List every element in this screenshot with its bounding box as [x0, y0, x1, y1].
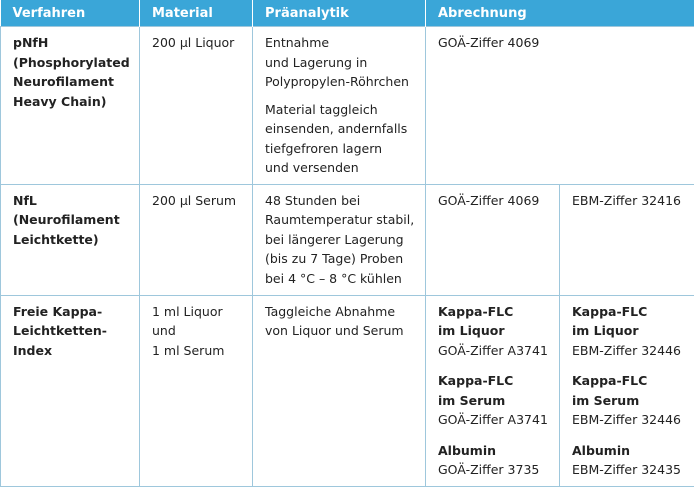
verfahren-line: Heavy Chain) — [13, 93, 107, 109]
verfahren-line: NfL — [13, 192, 37, 208]
table-row-kappa — [1, 295, 694, 486]
praeanalytik-line: Polypropylen-Röhrchen — [265, 74, 409, 89]
entry-code: GOÄ-Ziffer A3741 — [438, 412, 548, 427]
cell-abrechnung — [426, 27, 694, 185]
goae-entry-albumin — [438, 441, 553, 480]
cell-verfahren — [1, 27, 140, 185]
entry-code: EBM-Ziffer 32446 — [572, 342, 681, 358]
cell-abrechnung-ebm — [560, 184, 694, 295]
abrechnung-code: GOÄ-Ziffer 4069 — [438, 35, 540, 50]
cell-abrechnung-goae — [426, 184, 560, 295]
entry-title: im Liquor — [438, 323, 505, 338]
praeanalytik-line: bei 4 °C – 8 °C kühlen — [265, 270, 402, 286]
cell-praeanalytik — [253, 184, 426, 295]
entry-code: GOÄ-Ziffer 3735 — [438, 462, 540, 477]
goae-entry-kappa-liquor — [438, 302, 553, 361]
table-row-nfl — [1, 184, 694, 295]
praeanalytik-line: Material taggleich — [265, 101, 378, 117]
cell-praeanalytik — [253, 27, 426, 185]
praeanalytik-line: 48 Stunden bei — [265, 192, 361, 208]
entry-code: GOÄ-Ziffer A3741 — [438, 342, 548, 358]
cell-verfahren — [1, 295, 140, 486]
material-line: 1 ml Liquor — [152, 303, 223, 319]
header-abrechnung: Abrechnung — [426, 0, 694, 27]
goae-code: GOÄ-Ziffer 4069 — [438, 192, 540, 208]
praeanalytik-line: bei längerer Lagerung — [265, 231, 404, 247]
praeanalytik-line: und Lagerung in — [265, 54, 368, 70]
ebm-entry-kappa-serum — [572, 371, 688, 430]
ebm-code: EBM-Ziffer 32416 — [572, 192, 681, 208]
verfahren-line: (Phosphorylated — [13, 54, 130, 70]
praeanalytik-line: von Liquor und Serum — [265, 323, 404, 338]
verfahren-line: Leichtkette) — [13, 231, 99, 247]
table-row-pnfh — [1, 27, 694, 185]
cell-abrechnung-ebm — [560, 295, 694, 486]
entry-title: Albumin — [438, 442, 497, 458]
header-material: Material — [140, 0, 253, 27]
material-line: und — [152, 323, 176, 338]
material-line: 1 ml Serum — [152, 342, 225, 358]
verfahren-line: (Neurofilament — [13, 212, 120, 227]
verfahren-line: Neurofilament — [13, 74, 114, 89]
praeanalytik-line: einsenden, andernfalls — [265, 121, 408, 136]
ebm-entry-kappa-liquor — [572, 302, 688, 361]
entry-title: Kappa-FLC — [438, 373, 514, 388]
entry-code: EBM-Ziffer 32435 — [572, 462, 681, 477]
praeanalytik-paragraph — [265, 33, 419, 92]
entry-title: im Serum — [572, 392, 640, 408]
verfahren-line: Leichtketten- — [13, 323, 107, 338]
entry-title: Albumin — [572, 442, 631, 458]
verfahren-line: pNfH — [13, 35, 49, 50]
praeanalytik-line: Taggleiche Abnahme — [265, 303, 396, 319]
cell-praeanalytik — [253, 295, 426, 486]
praeanalytik-line: (bis zu 7 Tage) Proben — [265, 251, 404, 266]
praeanalytik-line: Raumtemperatur stabil, — [265, 212, 415, 227]
entry-title: im Serum — [438, 392, 506, 408]
cell-material — [140, 184, 253, 295]
cell-verfahren — [1, 184, 140, 295]
header-row — [1, 0, 694, 27]
praeanalytik-line: tiefgefroren lagern — [265, 140, 383, 156]
goae-entry-kappa-serum — [438, 371, 553, 430]
entry-title: Kappa-FLC — [438, 303, 514, 319]
entry-title: Kappa-FLC — [572, 373, 648, 388]
praeanalytik-line: Entnahme — [265, 35, 330, 50]
entry-code: EBM-Ziffer 32446 — [572, 412, 681, 427]
praeanalytik-line: und versenden — [265, 160, 359, 175]
material-line: 200 µl Liquor — [152, 35, 235, 50]
entry-title: Kappa-FLC — [572, 303, 648, 319]
verfahren-line: Freie Kappa- — [13, 303, 103, 319]
header-praeanalytik: Präanalytik — [253, 0, 426, 27]
header-verfahren: Verfahren — [1, 0, 140, 27]
verfahren-line: Index — [13, 342, 53, 358]
cell-material — [140, 295, 253, 486]
ebm-entry-albumin — [572, 441, 688, 480]
cell-abrechnung-goae — [426, 295, 560, 486]
entry-title: im Liquor — [572, 323, 639, 338]
cell-material — [140, 27, 253, 185]
material-line: 200 µl Serum — [152, 192, 237, 208]
praeanalytik-paragraph — [265, 100, 419, 178]
